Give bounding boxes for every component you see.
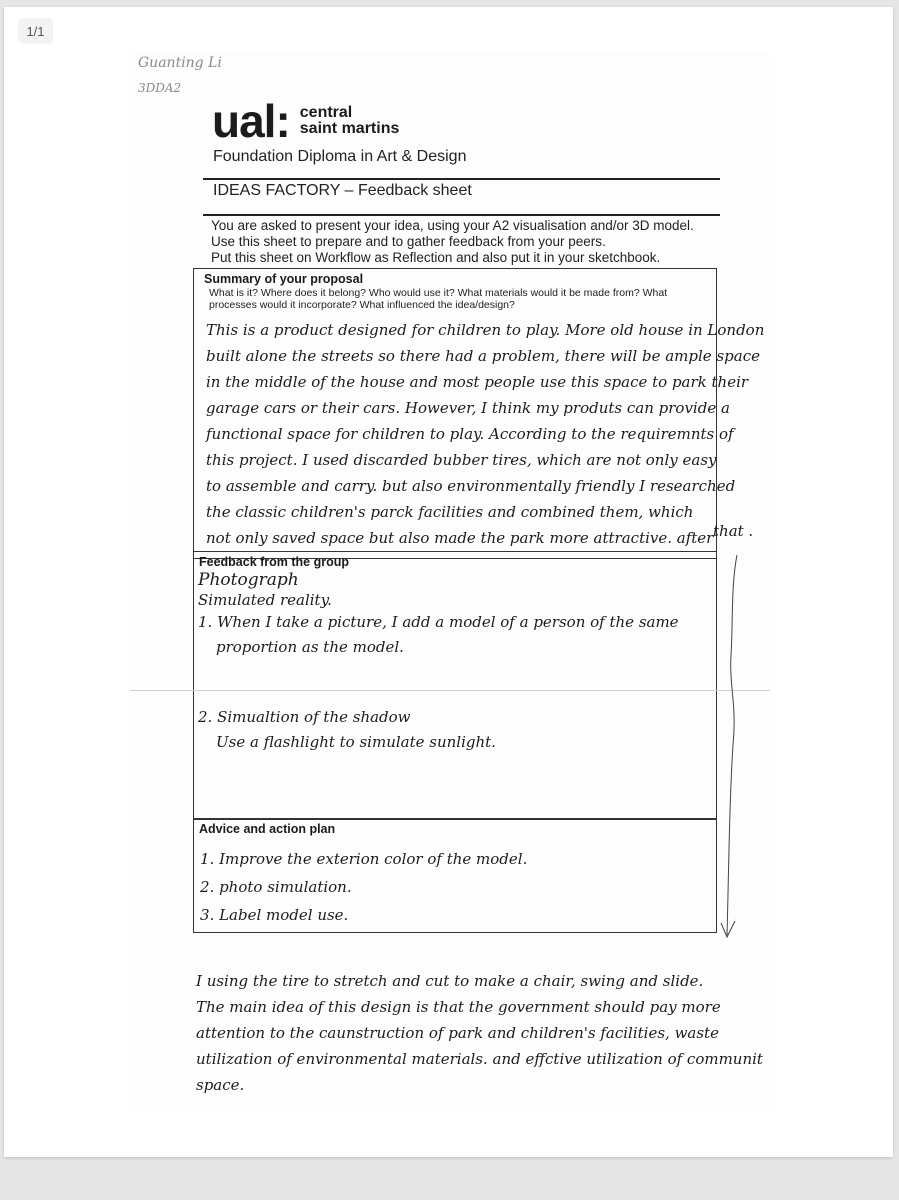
logo-text — [300, 105, 400, 137]
paper-fold-line — [130, 690, 770, 691]
programme-title: Foundation Diploma in Art & Design — [213, 148, 467, 165]
handwritten-line: 2. photo simulation. — [200, 878, 352, 896]
handwritten-line: This is a product designed for children to play. More old house in London — [206, 321, 765, 339]
handwritten-line: garage cars or their cars. However, I think my produts can provide a — [206, 399, 730, 417]
student-name: Guanting Li — [138, 55, 222, 71]
advice-section — [193, 818, 717, 933]
handwritten-line: attention to the caunstruction of park and children's facilities, waste — [196, 1024, 719, 1042]
instruction-line: Use this sheet to prepare and to gather feedback from your peers. — [211, 234, 606, 249]
handwritten-line: the classic children's parck facilities and combined them, which — [206, 503, 694, 521]
handwritten-line: to assemble and carry. but also environmentally friendly I researched — [206, 477, 736, 495]
logo-line-2: saint martins — [299, 120, 400, 137]
handwritten-line: not only saved space but also made the park more attractive. after — [206, 529, 714, 547]
instruction-line: Put this sheet on Workflow as Reflection and also put it in your sketchbook. — [211, 250, 661, 265]
feedback-handwriting — [198, 570, 679, 754]
handwritten-line: 3. Label model use. — [200, 906, 349, 924]
handwritten-line: 2. Simualtion of the shadow — [198, 708, 411, 726]
instructions — [211, 218, 694, 266]
handwritten-line: Photograph — [198, 570, 299, 590]
logo-line-1: central — [299, 104, 353, 121]
handwritten-line: proportion as the model. — [216, 638, 404, 656]
divider — [203, 214, 720, 216]
advice-title: Advice and action plan — [199, 822, 336, 836]
page-counter: 1/1 — [18, 18, 53, 44]
handwritten-line: in the middle of the house and most people use this space to park their — [206, 373, 749, 391]
sheet-title: IDEAS FACTORY – Feedback sheet — [213, 182, 472, 199]
feedback-title: Feedback from the group — [199, 555, 350, 569]
handwritten-line: built alone the streets so there had a problem, there will be ample space — [206, 347, 760, 365]
ual-logo — [212, 95, 400, 147]
handwritten-line: Simulated reality. — [198, 591, 332, 609]
summary-prompt: What is it? Where does it belong? Who would use it? What materials would it be made from? What processes would it incorporate? What influenced the idea/design? — [209, 287, 668, 311]
handwritten-line: I using the tire to stretch and cut to make a chair, swing and slide. — [196, 972, 704, 990]
summary-title: Summary of your proposal — [204, 272, 364, 286]
handwritten-line: The main idea of this design is that the government should pay more — [196, 998, 721, 1016]
handwritten-line: utilization of environmental materials. and effctive utilization of communit — [196, 1050, 763, 1068]
divider — [203, 178, 720, 180]
handwritten-line: Use a flashlight to simulate sunlight. — [216, 733, 496, 751]
student-class: 3DDA2 — [138, 81, 182, 95]
handwritten-line: this project. I used discarded bubber tires, which are not only easy — [206, 451, 717, 469]
logo-mark: ual: — [212, 95, 290, 147]
instruction-line: You are asked to present your idea, using your A2 visualisation and/or 3D model. — [211, 218, 694, 233]
advice-handwriting — [200, 845, 527, 929]
continuation-arrow-icon — [715, 545, 755, 945]
handwritten-line: 1. Improve the exterion color of the model. — [200, 850, 528, 868]
handwritten-line: space. — [196, 1076, 245, 1094]
handwritten-line: 1. When I take a picture, I add a model of a person of the same — [198, 613, 679, 631]
continuation-handwriting — [196, 968, 763, 1098]
handwritten-line: functional space for children to play. According to the requiremnts of — [206, 425, 734, 443]
overflow-text: that . — [713, 522, 754, 540]
feedback-section — [193, 551, 717, 820]
